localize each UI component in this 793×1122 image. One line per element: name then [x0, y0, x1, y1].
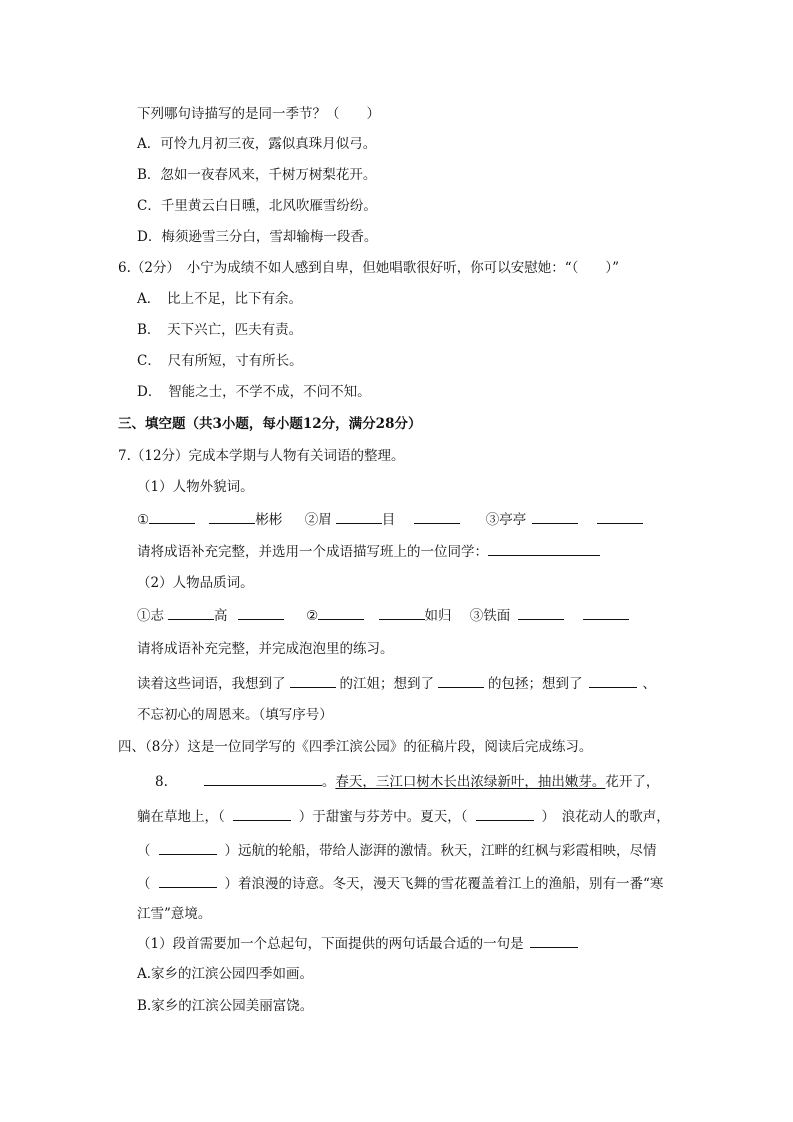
q6-stem: 6.（2分） 小宁为成绩不如人感到自卑，但她唱歌很好听，你可以安慰她：“（ ）”: [118, 260, 620, 276]
blank[interactable]: [414, 509, 460, 524]
blank[interactable]: [159, 840, 217, 855]
q5-option-d: D．梅须逊雪三分白，雪却输梅一段香。: [137, 229, 378, 245]
read-text-c: 的包拯；想到了: [488, 676, 583, 692]
read-text-a: 读着这些词语，我想到了: [137, 676, 286, 692]
q8-text: ）于甜蜜与芬芳中。夏天，（: [298, 809, 468, 825]
blank[interactable]: [589, 673, 637, 688]
q7-row1: [137, 509, 643, 530]
blank[interactable]: [438, 673, 484, 688]
q8-line5: 江雪”意境。: [137, 906, 212, 922]
row1-label-b: 彬彬: [255, 512, 283, 528]
q7-part2: （2）人物品质词。: [137, 575, 254, 591]
q8-option-b: B.家乡的江滨公园美丽富饶。: [137, 998, 314, 1014]
q8-part1-text: （1）段首需要加一个总起句，下面提供的两句话最合适的一句是: [137, 936, 524, 952]
read-text-b: 的江姐；想到了: [339, 676, 434, 692]
read-text-d: 、: [642, 676, 656, 692]
q7-instr1: [137, 541, 600, 562]
blank[interactable]: [204, 771, 322, 786]
section-3-title: 三、填空题（共3小题，每小题12分，满分28分）: [118, 416, 422, 432]
blank[interactable]: [379, 605, 425, 620]
row1-label-a: ①: [137, 512, 150, 528]
blank[interactable]: [233, 806, 291, 821]
q6-option-c: C． 尺有所短，寸有所长。: [137, 353, 303, 369]
q7-read-line2: 不忘初心的周恩来。（填写序号）: [137, 707, 333, 723]
q6-option-a: A． 比上不足，比下有余。: [137, 291, 302, 307]
q8-number: 8.: [155, 774, 168, 790]
instr1-text: 请将成语补充完整，并选用一个成语描写班上的一位同学：: [137, 544, 488, 560]
q8-line1-end: 花开了，: [605, 774, 660, 790]
blank[interactable]: [336, 509, 382, 524]
blank[interactable]: [597, 509, 643, 524]
section-4-title: 四、（8分）这是一位同学写的《四季江滨公园》的征稿片段，阅读后完成练习。: [118, 739, 593, 755]
blank[interactable]: [530, 933, 578, 948]
row2-label-b: 高: [214, 608, 228, 624]
q8-line4: [137, 873, 663, 894]
q6-option-b: B． 天下兴亡，匹夫有责。: [137, 322, 303, 338]
q7-part1: （1）人物外貌词。: [137, 479, 254, 495]
q8-text: ）着浪漫的诗意。冬天，漫天飞舞的雪花覆盖着江上的渔船，别有一番“寒: [224, 876, 664, 892]
q8-dot: 。: [321, 774, 336, 790]
row2-label-d: 如归: [424, 608, 452, 624]
row2-label-c: ②: [306, 608, 319, 624]
q8-line2: [137, 806, 670, 827]
q8-text: （: [137, 876, 151, 892]
blank[interactable]: [583, 605, 629, 620]
blank[interactable]: [159, 873, 217, 888]
row1-label-e: ③亭亭: [485, 512, 527, 528]
blank[interactable]: [290, 673, 336, 688]
q8-option-a: A.家乡的江滨公园四季如画。: [137, 966, 314, 982]
blank[interactable]: [488, 541, 600, 556]
q7-stem: 7.（12分）完成本学期与人物有关词语的整理。: [118, 448, 405, 464]
q7-row2: [137, 605, 629, 626]
blank[interactable]: [238, 605, 284, 620]
blank[interactable]: [149, 509, 195, 524]
blank[interactable]: [518, 605, 564, 620]
blank[interactable]: [532, 509, 578, 524]
q8-text: 躺在草地上，（: [137, 809, 225, 825]
underlined-sentence: 春天，三江口树木长出浓绿新叶，抽出嫩芽。: [335, 774, 606, 790]
q5-stem: 下列哪句诗描写的是同一季节？（ ）: [137, 106, 380, 122]
blank[interactable]: [209, 509, 255, 524]
blank[interactable]: [318, 605, 364, 620]
q5-option-b: B．忽如一夜春风来，千树万树梨花开。: [137, 167, 377, 183]
q8-line1: [155, 771, 659, 792]
q5-option-c: C．千里黄云白日曛，北风吹雁雪纷纷。: [137, 198, 377, 214]
q7-read-line: [137, 673, 656, 694]
q8-text: （: [137, 843, 151, 859]
q8-text: ） 浪花动人的歌声，: [541, 809, 670, 825]
blank[interactable]: [476, 806, 534, 821]
row2-label-a: ①志: [137, 608, 164, 624]
q8-part1: [137, 933, 578, 954]
row1-label-d: 目: [381, 512, 396, 528]
row2-label-e: ③铁面: [469, 608, 511, 624]
q8-text: ）远航的轮船，带给人澎湃的激情。秋天，江畔的红枫与彩霞相映，尽情: [224, 843, 657, 859]
q7-instr2: 请将成语补充完整，并完成泡泡里的练习。: [137, 641, 394, 657]
q8-line3: [137, 840, 657, 861]
row1-label-c: ②眉: [304, 512, 332, 528]
blank[interactable]: [168, 605, 214, 620]
q5-option-a: A．可怜九月初三夜，露似真珠月似弓。: [137, 136, 377, 152]
q6-option-d: D． 智能之士，不学不成，不问不知。: [137, 384, 371, 400]
